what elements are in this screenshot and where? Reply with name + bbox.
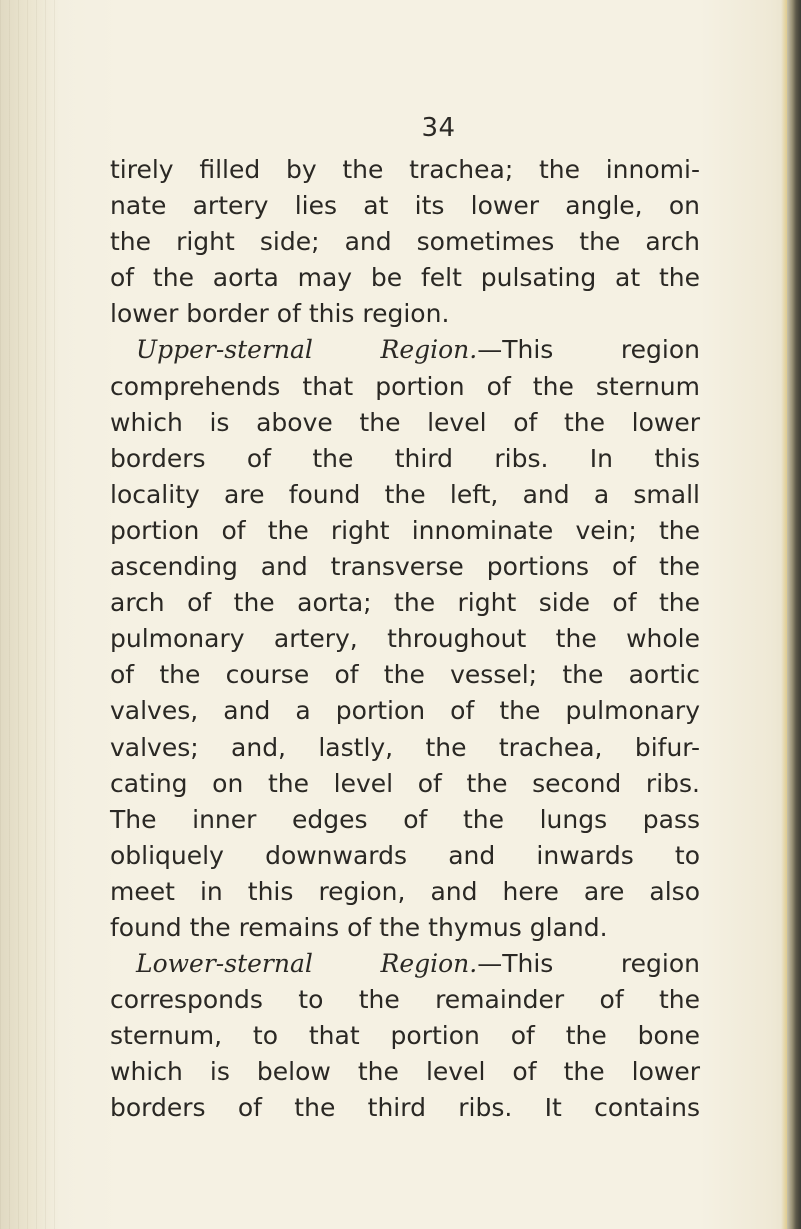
text-line: arch of the aorta; the right side of the bbox=[110, 588, 700, 618]
section-heading-upper-sternal: Upper-sternal Region. bbox=[136, 335, 478, 365]
text-line: pulmonary artery, throughout the whole bbox=[110, 624, 700, 654]
text-line: borders of the third ribs. It contains bbox=[110, 1093, 700, 1123]
text-line: valves; and, lastly, the trachea, bifur- bbox=[110, 732, 700, 762]
text-line: the right side; and sometimes the arch bbox=[110, 227, 700, 257]
page-number: 34 bbox=[421, 113, 456, 143]
text-line: portion of the right innominate vein; the bbox=[110, 515, 700, 545]
book-edge bbox=[787, 0, 801, 1229]
text-line: locality are found the left, and a small bbox=[110, 479, 700, 509]
text-line: of the aorta may be felt pulsating at the bbox=[110, 263, 700, 293]
text-line: ascending and transverse portions of the bbox=[110, 552, 700, 582]
text-line: nate artery lies at its lower angle, on bbox=[110, 191, 700, 221]
text-line: corresponds to the remainder of the bbox=[110, 985, 700, 1015]
text-line: cating on the level of the second ribs. bbox=[110, 768, 700, 798]
text-line: which is below the level of the lower bbox=[110, 1057, 700, 1087]
text-line: sternum, to that portion of the bone bbox=[110, 1021, 700, 1051]
text-line: tirely filled by the trachea; the innomi- bbox=[110, 155, 700, 184]
text-line: meet in this region, and here are also bbox=[110, 876, 700, 906]
text-line: valves, and a portion of the pulmonary bbox=[110, 696, 700, 726]
text-line: of the course of the vessel; the aortic bbox=[110, 660, 700, 690]
text-line: borders of the third ribs. In this bbox=[110, 443, 700, 473]
text-line: which is above the level of the lower bbox=[110, 407, 700, 437]
page-binding-gutter bbox=[0, 0, 60, 1229]
text-line: lower border of this region. bbox=[110, 299, 450, 329]
text-line: comprehends that portion of the sternum bbox=[110, 371, 700, 401]
text-line-continuation: —This region bbox=[477, 949, 700, 979]
section-heading-line bbox=[110, 332, 700, 368]
text-line: found the remains of the thymus gland. bbox=[110, 912, 608, 942]
section-heading-lower-sternal: Lower-sternal Region. bbox=[136, 949, 478, 979]
body-text bbox=[110, 152, 700, 1127]
section-heading-line bbox=[110, 946, 700, 982]
text-line: obliquely downwards and inwards to bbox=[110, 840, 700, 870]
text-line-continuation: —This region bbox=[477, 335, 700, 365]
text-line: The inner edges of the lungs pass bbox=[110, 804, 700, 834]
